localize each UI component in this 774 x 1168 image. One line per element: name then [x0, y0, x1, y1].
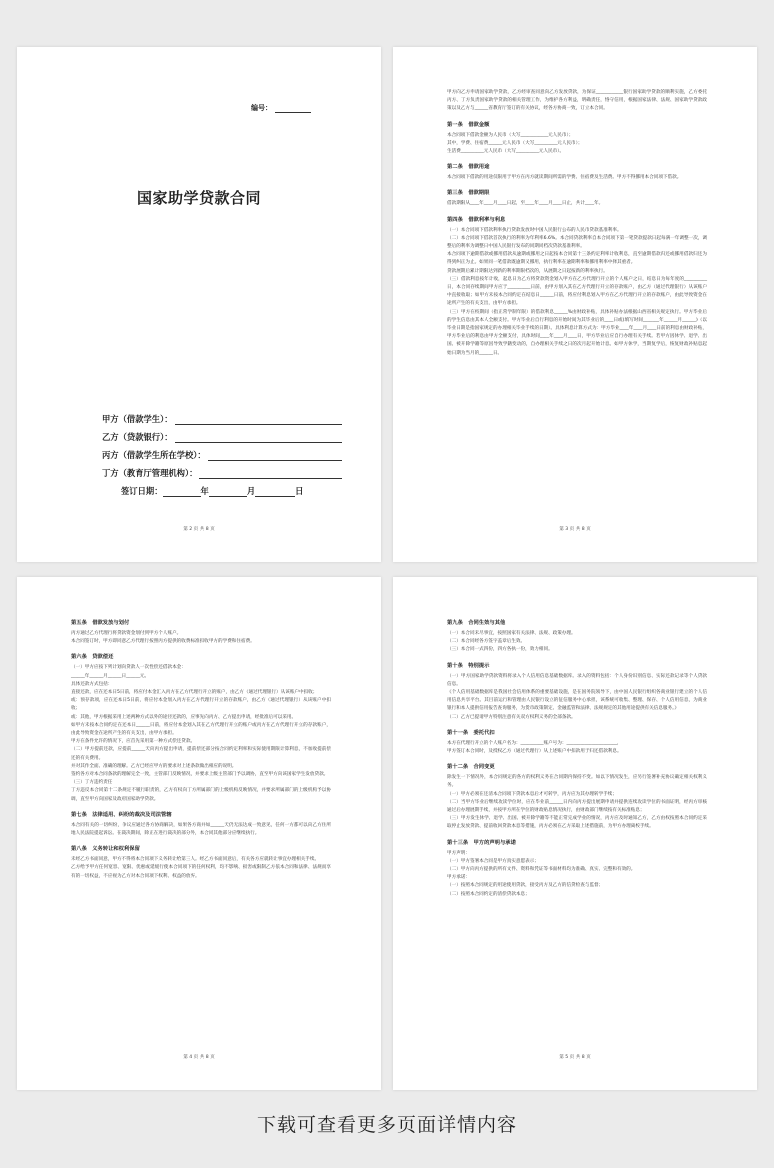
paragraph: 丙方通过乙方代理行将贷款资金划付到甲方个人账户。	[71, 631, 182, 636]
page-cover	[17, 47, 381, 562]
party-c-row	[102, 443, 342, 461]
paragraph: 直接还款，应在还本日5日前，将应付本金汇入丙方在乙方代理行开立的账户，由乙方（通过代理银行）从该账户中扣收；	[71, 690, 318, 696]
parties-block	[102, 407, 342, 497]
paragraph: 《个人信用基础数据库是我国社会信用体系的重要基础设施，是在国务院领导下，由中国人民银行组织各商业银行建立的个人信用信息共享平台。其目前运行和管理由人民银行设立的征信服务中心承担，该系统可收集、整理、保存、个人信用信息，为商业银行和本人提供信用报告查询服务，为货币政策制定、金融监管和法律、法规规定的其他用途提供有关信息服务。》	[447, 690, 707, 712]
paragraph: 生活费__________元人民币（大写__________元人民币）。	[447, 149, 565, 155]
paragraph: ______年______月______日______元。	[71, 673, 150, 679]
party-b-line	[175, 434, 342, 443]
page-5	[393, 577, 757, 1090]
paragraph: 其中，学费、住宿费______元人民币（大写__________元人民币）；	[447, 140, 583, 146]
paragraph: （一）甲方必须在还清本合同项下贷款本息后才可转学，丙方应为其办理转学手续；	[447, 791, 617, 797]
year-label: 年	[200, 486, 209, 496]
page-3	[393, 47, 757, 562]
article-heading: 第十条 特别提示	[447, 662, 490, 669]
paragraph: 或：预存款项，应在还本日5日前，将应付本金划入丙方在乙方代理行开立的存款账户，由乙方（通过代理银行）从该账户中扣收；	[71, 698, 331, 712]
contract-number-line	[275, 112, 311, 113]
paragraph: 具体还款方式包括：	[71, 681, 113, 687]
contract-number-label: 编号：	[251, 104, 272, 112]
paragraph: （二）本合同经各方签字盖章后生效。	[447, 639, 526, 645]
paragraph: 签约各方对本合同条款的理解完全一致，主管部门反映情况，并要求上级主管部门予以调协，直至甲方向该国家学生发放贷款。	[71, 772, 329, 778]
party-b-row	[102, 425, 342, 443]
party-c-line	[208, 452, 342, 461]
article-heading: 第二条 借款用途	[447, 164, 490, 171]
paragraph: 贷款展期后累计期限达到新的利率期限档次的，从展期之日起按新的利率执行。	[447, 268, 608, 274]
paragraph: （二）按照本合同约定的清偿贷款本息；	[447, 891, 530, 897]
paragraph: （一）按照本合同规定的用途使用贷款，接受丙方及乙方的信贷检查与监督；	[447, 883, 604, 889]
paragraph: （一）本合同未尽事宜，按照国家有关法律、法规、政策办理。	[447, 631, 576, 636]
paragraph: 借款期限从____年____月____日起，至____年____月____日止，共计____年。	[447, 201, 604, 207]
paragraph: （三）甲方发生休学、退学、出国、被开除学籍等不能正常完成学业的情况，丙方应及时通知乙方，乙方由权按照本合同约定采取停止发放贷款、提前收回贷款本息等措施，丙方必须在乙方采取上述措施前，为甲方办理离校手续。	[447, 816, 707, 830]
paragraph: （一）甲方国家助学贷款资料将录入个人信用信息基础数据库。录入的资料包括：个人身份识别信息、实际还款记录等个人贷款信息。	[447, 673, 707, 687]
party-b-label: 乙方（贷款银行）：	[102, 432, 173, 442]
paragraph: 除发生一下情况外，本合同规定的各方的权利义务在合同期内保持不变。如以下情况发生，应另行签署补充协议确定相关权利义务。	[447, 775, 707, 789]
paragraph: （一）本合同项下借款利率执行贷款发放时中国人民银行公布的人民币贷款基准利率。	[447, 227, 622, 233]
paragraph: （三）本合同一式四份，四方各执一份，效力相同。	[447, 647, 553, 653]
paragraph: 甲方承诺：	[447, 875, 470, 881]
page-body	[71, 619, 331, 881]
party-d-label: 丁方（教育厅管理机构）：	[102, 468, 198, 478]
paragraph: （三）丁方违约责任	[71, 780, 113, 786]
paragraph: （三）甲方在校期间（指正常学制年限）的借款利息______%由财政补贴，具体补贴办法根据山西省相关规定执行。甲方毕业后的学生信息由其本人全额支付。甲方毕业后自行利息的开始时间为其毕业后的____日或(填写时间_______年______月______)（以毕业日期是指国家规定的办理相关毕业手续的日期）。具体利息计算方式为：甲方毕业____年____月____日前的利息由财政补贴，甲方毕业后的利息由甲方全额支付，具体时间____年____月____日，甲方毕业后应自行办理有关手续。若甲方因休学、退学、出国、被开除学籍等原因导致学籍变动的，自办理相关手续之日的次月起开始计息。如甲方休学，当期复学后，恢复财政补贴息起始日期为当月的______日。	[447, 309, 707, 356]
article-heading: 第三条 借款期限	[447, 190, 490, 197]
article-heading: 第六条 贷款偿还	[71, 654, 114, 661]
paragraph: 或：其他，甲方根据采用上述两种方式以外的途径还款的，应事先向丙方、乙方提出申请，经批准后可以采用。	[71, 714, 297, 720]
paragraph: 甲方声明：	[447, 850, 470, 856]
paragraph: 甲方向乙方申请国家助学贷款，乙方经审查同意向乙方发放贷款，为保证____________银行国家助学贷款的顺利实施，乙方委托丙方、丁方负责国家助学贷款的相关管理工作，为维护各方利益，明确责任，恪守信用，根据国家法律、法规、国家助学贷款政策以及乙方与______省教育厅签订的有关协议，经各方协商一致，订立本合同。	[447, 90, 707, 112]
paragraph: （二）乙方已提请甲方特别注意有关双方权利义务的全部条款。	[447, 714, 576, 720]
paragraph: 本方在代理行开立的个人账户名为：__________账户号为：______________________，	[447, 740, 622, 746]
page-4	[17, 577, 381, 1090]
paragraph: 丁方违反本合同第十二条规定不履行职责的，乙方有权向丁方所属部门的上级机构反映情况，并要求所属部门的上级机构予以协调，直至甲方向国家及政府国家助学贷款。	[71, 788, 331, 802]
download-caption: 下载可查看更多页面详情内容	[256, 1114, 517, 1136]
paragraph: 本合同项下借款金额为人民币（大写____________元人民币）；	[447, 132, 574, 138]
paragraph: 甲方签订本合同时，及授权乙方（通过代理行）从上述账户中扣款用于归还借款利息。	[447, 749, 622, 755]
day-line	[255, 488, 295, 497]
paragraph: 甲方在条件允许的情况下，应首先采用第一种方式偿还贷款。	[71, 739, 196, 745]
page-footer: 第 4 页 共 8 页	[183, 1055, 215, 1060]
party-a-row	[102, 407, 342, 425]
paragraph: 乙方给予甲方任何宽容、宽限、优惠或延缓行使本合同项下的任何权利，均不影响、损害或限制乙方依本合同和法律、法规而享有的一切权益，不应视为乙方对本合同项下权利、权益的放弃。	[71, 865, 331, 879]
page-footer: 第 2 页 共 8 页	[183, 527, 215, 532]
year-line	[163, 488, 201, 497]
article-heading: 第四条 借款利率与利息	[447, 216, 506, 223]
paragraph: 未经乙方书面同意，甲方不得将本合同项下义务转让给第三人。经乙方书面同意后，有关各方应就转让事宜办理相关手续。	[71, 857, 320, 863]
page-body	[447, 89, 707, 358]
page-body	[447, 619, 707, 899]
sign-date-label: 签订日期：	[121, 486, 163, 496]
contract-number	[251, 103, 311, 113]
page-footer: 第 5 页 共 8 页	[559, 1055, 591, 1060]
contract-title: 国家助学贷款合同	[136, 189, 261, 207]
paragraph: 本合同项下逾期借款或挪用借款从逾期或挪用之日起按本合同第十三条约定利率计收利息，直至逾期借款归还或挪用借款归还为得到纠正为止。如果同一笔借款既逾期又挪用，执行利率在逾期利率和挪用利率中择其重者。	[447, 252, 707, 266]
article-heading: 第十三条 甲方的声明与承诺	[447, 839, 516, 846]
paragraph: （二）甲方提前还款，应提前______天向丙方提出申请，提前偿还部分按合同约定利率和实际使用期限计算利息，不加收提前偿还的有关费用。	[71, 747, 331, 761]
paragraph: （二）当甲方毕业后继续攻读学位时，应在毕业前______日内向丙方提出展期申请并提供连续攻读学位的书面证明，经丙方审核通过后办理展期手续，并按甲方所在学位的财政贴息情况执行，由财政部门继续按有关标准贴息；	[447, 799, 707, 814]
party-d-line	[199, 470, 342, 479]
sign-date-row	[102, 479, 342, 497]
paragraph: （一）甲方签署本合同是甲方真实意愿表示；	[447, 858, 539, 864]
article-heading: 第一条 借款金额	[447, 121, 490, 128]
paragraph: 本合同有关的一切纠纷，争议应通过各方协商解决，如果各方商并如______天仍无法达成一致意见，任何一方都可以向乙方住所地人民法院提起诉讼。在裁决期间，除正在进行裁决的部分外，本合同其他部分应继续执行。	[71, 822, 331, 837]
party-a-label: 甲方（借款学生）：	[102, 414, 173, 424]
month-line	[209, 488, 247, 497]
article-heading: 第八条 义务转让和权利保留	[71, 846, 140, 853]
article-heading: 第九条 合同生效与其他	[447, 620, 506, 626]
paragraph: 本合同项下借款的用途仅限用于甲方在丙方就读期间所需的学费、住宿费及生活费。甲方不得挪用本合同项下借款。	[447, 175, 682, 181]
article-heading: 第十一条 委托代扣	[447, 729, 495, 736]
month-label: 月	[246, 486, 256, 496]
paragraph: （三）借款利息按年计收，起息日为乙方将贷款资金划入甲方在乙方代理行开立的个人账户之日，结息日为每年度的__________日，本合同存续期间甲方应于__________日前，由甲方划入其在乙方代理行开立的存款账户，由乙方（通过代理银行）从该账户中直接收取；如甲方未按本合同约定在结息日______日前，将应付利息划入甲方在乙方代理行开立的存款账户，由此导致资金在途所产生的有关支出，由甲方承担。	[447, 276, 707, 307]
paragraph: 并对其作全面、准确的理解。乙方已经应甲方的要求对上述条款做出相应的说明。	[71, 763, 237, 769]
party-c-label: 丙方（借款学生所在学校）：	[102, 450, 206, 460]
page-footer: 第 3 页 共 8 页	[559, 527, 591, 532]
paragraph: 本合同签订时，甲方即同意乙方代理行按照丙方提供的收费标准扣收甲方的学费和住宿费。	[71, 639, 255, 645]
paragraph: （二）本合同项下借款首次执行的利率为年利率6.6%。本合同贷款利率自本合同项下第一笔贷款提款日起每满一年调整一次，调整后的利率为调整日中国人民银行发布的同期同档次贷款基准利率。	[447, 235, 707, 250]
article-heading: 第五条 借款发放与划付	[71, 620, 130, 626]
article-heading: 第七条 法律适用、纠纷的裁决及司法管辖	[71, 811, 172, 818]
paragraph: 如甲方未按本合同约定在还本日______日前，将应付本金划入其在乙方代理行开立的账户或丙方在乙方代理行开立的存款账户，由此导致资金在途所产生的有关支出，由甲方承担。	[71, 722, 331, 737]
article-heading: 第十二条 合同变更	[447, 764, 495, 771]
party-a-line	[175, 416, 342, 425]
day-label: 日	[295, 486, 304, 496]
paragraph: （二）甲方向丙方提供的所有文件、资料和凭证等书面材料均为准确、真实、完整和有效的。	[447, 867, 636, 873]
paragraph: （一）甲方应按下列计划向贷款人一次性偿还借款本金：	[71, 665, 186, 671]
party-d-row	[102, 461, 342, 479]
